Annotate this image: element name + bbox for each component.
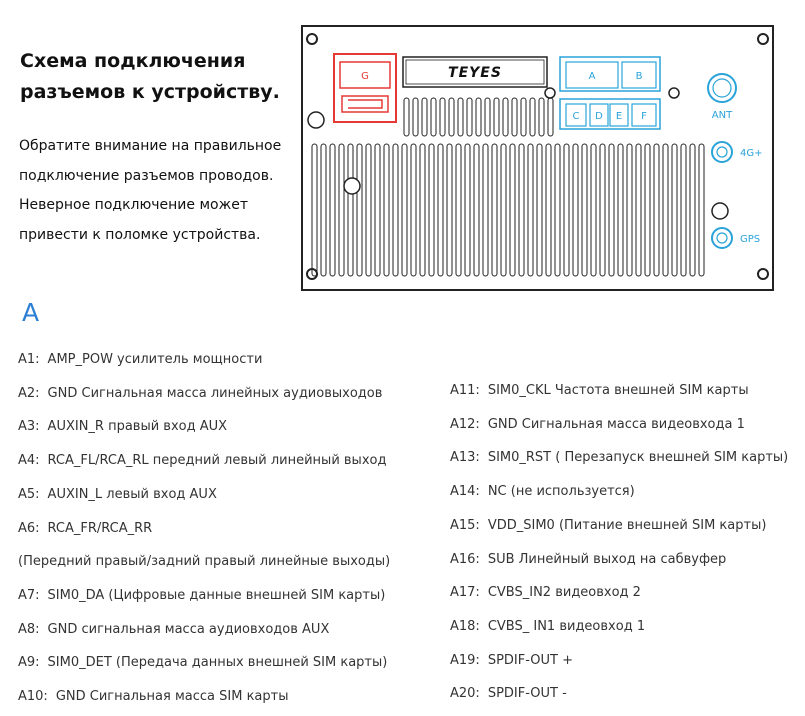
warning-note-line2: подключение разъемов проводов. — [19, 167, 274, 184]
fin — [339, 144, 344, 276]
pin-code: A9: — [18, 655, 40, 671]
port-gps-label: GPS — [740, 234, 761, 245]
fin — [663, 144, 668, 276]
pin-description: AUXIN_R правый вход AUX — [47, 419, 228, 435]
fin — [366, 144, 371, 276]
fin — [422, 98, 427, 136]
brand-logo: TEYES — [448, 65, 502, 81]
pin-description: SIM0_CKL Частота внешней SIM карты — [487, 383, 749, 398]
pin-code: A16: — [450, 551, 480, 567]
fin — [485, 98, 490, 136]
pin-description: SIM0_RST ( Перезапуск внешней SIM карты) — [487, 450, 789, 466]
pin-code: A14: — [450, 484, 480, 500]
fin — [510, 144, 515, 276]
pin-code: A15: — [450, 517, 480, 533]
fin — [476, 98, 481, 136]
fin — [402, 144, 407, 276]
pin-code: A8: — [18, 621, 40, 637]
fin — [467, 98, 472, 136]
hole-right-mid — [712, 203, 728, 219]
hole-left-top — [308, 112, 324, 128]
diagram-title — [20, 46, 300, 108]
connector-b-label: B — [635, 71, 643, 82]
fin — [645, 144, 650, 276]
pin-description: (Передний правый/задний правый линейные выходы) — [18, 554, 391, 570]
pin-description: AMP_POW усилитель мощности — [47, 352, 263, 367]
fin — [555, 144, 560, 276]
pin-code: A11: — [450, 383, 480, 398]
pin-description: SUB Линейный выход на сабвуфер — [487, 551, 727, 567]
fin — [483, 144, 488, 276]
connector-f-label: F — [641, 111, 647, 122]
fin — [690, 144, 695, 276]
pin-description: VDD_SIM0 (Питание внешней SIM карты) — [487, 517, 767, 533]
hole-left-bottom — [344, 178, 360, 194]
fin — [440, 98, 445, 136]
pin-description: GND Сигнальная масса SIM карты — [55, 689, 289, 704]
fin — [627, 144, 632, 276]
connector-e-label: E — [615, 111, 623, 122]
fin — [530, 98, 535, 136]
port-ant-label: ANT — [711, 110, 733, 121]
connector-cdef — [560, 99, 660, 129]
pin-row — [18, 453, 386, 468]
fin — [449, 98, 454, 136]
pin-code: A10: — [18, 689, 48, 704]
pin-description: SIM0_DET (Передача данных внешней SIM карты) — [47, 655, 388, 671]
connector-ab — [560, 57, 660, 91]
connector-d-label: D — [595, 111, 603, 122]
pin-code: A7: — [18, 587, 40, 603]
diagram-title-line2: разъемов к устройству. — [20, 81, 280, 103]
fin — [411, 144, 416, 276]
pin-description: CVBS_ IN1 видеовход 1 — [487, 618, 646, 634]
fin — [494, 98, 499, 136]
fin — [357, 144, 362, 276]
connector-g — [334, 54, 396, 122]
pin-description: SPDIF-OUT - — [487, 686, 567, 702]
fin — [548, 98, 553, 136]
diagram-title-line1: Схема подключения — [20, 50, 246, 72]
pin-description: GND Сигнальная масса линейных аудиовыходов — [47, 385, 383, 401]
fin — [591, 144, 596, 276]
pin-code: A18: — [450, 618, 480, 634]
fin — [465, 144, 470, 276]
fin — [384, 144, 389, 276]
pin-code: A12: — [450, 416, 480, 432]
fin — [600, 144, 605, 276]
pin-row — [18, 521, 152, 536]
pin-description: RCA_FL/RCA_RL передний левый линейный выход — [47, 453, 387, 469]
fin — [609, 144, 614, 276]
fin — [618, 144, 623, 276]
fin — [431, 98, 436, 136]
hole-upper-mid — [545, 88, 555, 98]
fin — [456, 144, 461, 276]
fin — [393, 144, 398, 276]
section-letter: A — [22, 298, 40, 327]
fin — [539, 98, 544, 136]
pin-row — [450, 518, 766, 533]
pin-description: CVBS_IN2 видеовход 2 — [487, 585, 641, 601]
fin — [699, 144, 704, 276]
pin-code: A5: — [18, 486, 40, 502]
warning-note-line1: Обратите внимание на правильное — [19, 138, 282, 154]
fin — [429, 144, 434, 276]
fin — [438, 144, 443, 276]
port-4g-label: 4G+ — [740, 148, 763, 159]
fin — [312, 144, 317, 276]
pin-row — [18, 352, 262, 367]
pin-row — [450, 653, 573, 668]
fin — [681, 144, 686, 276]
pin-description: AUXIN_L левый вход AUX — [47, 486, 217, 502]
pin-row — [18, 419, 227, 434]
fin — [420, 144, 425, 276]
pin-code: A20: — [450, 686, 480, 702]
pin-code: A2: — [18, 385, 40, 401]
fin — [512, 98, 517, 136]
fin — [413, 98, 418, 136]
pin-description: RCA_FR/RCA_RR — [47, 520, 153, 536]
fin — [474, 144, 479, 276]
pin-row — [18, 689, 289, 704]
pin-row — [18, 487, 217, 502]
pin-row — [450, 686, 567, 701]
warning-note-line3: Неверное подключение может — [19, 197, 248, 213]
warning-note-line4: привести к поломке устройства. — [19, 226, 261, 243]
pin-code: A4: — [18, 453, 40, 469]
pin-description: GND сигнальная масса аудиовходов AUX — [47, 621, 330, 637]
pin-code: A19: — [450, 652, 480, 668]
fin — [447, 144, 452, 276]
pin-row — [18, 386, 382, 401]
fin — [492, 144, 497, 276]
fin — [573, 144, 578, 276]
pin-row — [18, 655, 387, 670]
fin — [501, 144, 506, 276]
connector-g-label: G — [361, 71, 369, 82]
hole-upper-right — [669, 88, 679, 98]
pin-row — [450, 619, 645, 634]
fin — [537, 144, 542, 276]
pin-description: GND Сигнальная масса видеовхода 1 — [487, 416, 745, 432]
fin — [528, 144, 533, 276]
pin-code: A13: — [450, 450, 480, 466]
port-ant — [708, 74, 736, 121]
fin — [330, 144, 335, 276]
fin — [654, 144, 659, 276]
pin-row — [450, 585, 641, 600]
pin-row — [450, 417, 745, 432]
pin-code: A1: — [18, 352, 40, 367]
fin — [546, 144, 551, 276]
pin-row — [18, 588, 385, 603]
pin-code: A3: — [18, 419, 40, 435]
fin — [375, 144, 380, 276]
fin — [519, 144, 524, 276]
fin — [404, 98, 409, 136]
fin — [458, 98, 463, 136]
pin-row — [450, 552, 726, 567]
connector-c-label: C — [572, 111, 580, 122]
brand-plate — [403, 57, 547, 87]
fin — [503, 98, 508, 136]
fin — [348, 144, 353, 276]
device-rear-panel — [300, 24, 780, 294]
pin-row — [18, 554, 390, 569]
pin-description: NC (не используется) — [487, 484, 635, 500]
pin-description: SIM0_DA (Цифровые данные внешней SIM карты) — [47, 587, 386, 603]
fin — [564, 144, 569, 276]
fin — [582, 144, 587, 276]
pin-code: A17: — [450, 585, 480, 601]
warning-note — [19, 132, 304, 250]
pin-code: A6: — [18, 520, 40, 536]
fin — [672, 144, 677, 276]
fin — [521, 98, 526, 136]
connector-a-label: A — [588, 71, 596, 82]
fin — [636, 144, 641, 276]
pin-row — [450, 484, 635, 499]
pin-row — [450, 450, 788, 465]
pin-description: SPDIF-OUT + — [487, 652, 574, 668]
pin-row — [450, 383, 749, 398]
fin — [321, 144, 326, 276]
pin-row — [18, 622, 329, 637]
